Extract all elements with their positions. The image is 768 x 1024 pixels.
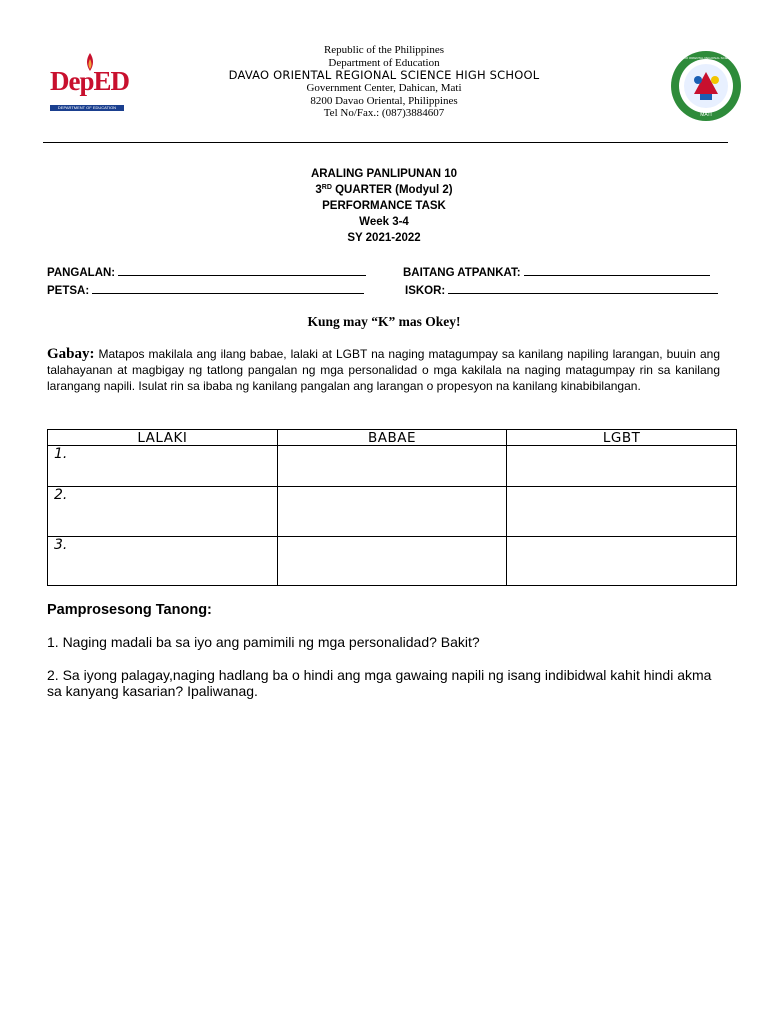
table-cell-babae[interactable]: [277, 487, 507, 537]
title-school-year: SY 2021-2022: [347, 232, 421, 244]
title-task: PERFORMANCE TASK: [322, 200, 446, 212]
grade-label: BAITANG ATPANKAT:: [403, 267, 521, 279]
header-divider: [43, 142, 728, 143]
score-field[interactable]: [405, 282, 718, 297]
table-header-row: [48, 430, 737, 446]
row-number: 2.: [54, 487, 68, 503]
column-header-lalaki: LALAKI: [48, 430, 278, 446]
table-row: [48, 537, 737, 586]
column-header-lgbt: LGBT: [507, 430, 737, 446]
table-cell-lalaki[interactable]: [48, 487, 278, 537]
title-week: Week 3-4: [359, 216, 409, 228]
table-cell-lalaki[interactable]: [48, 537, 278, 586]
row-number: 1.: [54, 446, 68, 462]
table-cell-lgbt[interactable]: [507, 487, 737, 537]
table-cell-lalaki[interactable]: [48, 446, 278, 487]
table-row: [48, 487, 737, 537]
header-address-1: Government Center, Dahican, Mati: [306, 82, 462, 94]
school-seal-bottom: MATI: [700, 112, 712, 118]
header-republic: Republic of the Philippines: [323, 44, 445, 56]
row-number: 3.: [54, 537, 68, 553]
name-blank[interactable]: [118, 264, 366, 276]
column-header-babae: BABAE: [277, 430, 507, 446]
header-department: Department of Education: [328, 56, 440, 69]
guide-paragraph: [47, 346, 720, 394]
date-field[interactable]: [47, 282, 364, 297]
name-label: PANGALAN:: [47, 267, 116, 279]
activity-title: Kung may “K” mas Okey!: [307, 314, 461, 329]
date-blank[interactable]: [92, 282, 364, 294]
table-cell-lgbt[interactable]: [507, 537, 737, 586]
table-row: [48, 446, 737, 487]
name-field[interactable]: [47, 264, 366, 279]
header-address-2: 8200 Davao Oriental, Philippines: [310, 94, 458, 107]
quarter-superscript: RD: [321, 184, 332, 191]
deped-logo-text: DepED: [50, 66, 130, 96]
header-tel: Tel No/Fax.: (087)3884607: [323, 107, 445, 119]
quarter-number: 3: [315, 184, 322, 196]
question-2: 2. Sa iyong palagay,naging hadlang ba o hindi ang mga gawaing napili ng isang indibidwal kahit hindi akma sa kanyang kasarian? Ipaliwanag.: [47, 667, 712, 699]
score-blank[interactable]: [448, 282, 718, 294]
grade-blank[interactable]: [524, 264, 710, 276]
answer-table: [47, 429, 737, 586]
header-school-name: DAVAO ORIENTAL REGIONAL SCIENCE HIGH SCHOOL: [228, 68, 540, 82]
questions-heading: Pamprosesong Tanong:: [47, 602, 212, 618]
table-cell-lgbt[interactable]: [507, 446, 737, 487]
quarter-rest: QUARTER (Modyul 2): [331, 184, 453, 196]
table-cell-babae[interactable]: [277, 446, 507, 487]
title-quarter: [0, 182, 768, 198]
grade-field[interactable]: [403, 264, 710, 279]
date-label: PETSA:: [47, 285, 90, 297]
guide-label: Gabay:: [47, 346, 95, 362]
question-1: 1. Naging madali ba sa iyo ang pamimili ng mga personalidad? Bakit?: [47, 634, 480, 650]
table-cell-babae[interactable]: [277, 537, 507, 586]
deped-logo-subtext: DEPARTMENT OF EDUCATION: [57, 105, 117, 110]
title-subject: ARALING PANLIPUNAN 10: [310, 168, 458, 180]
school-seal-text: DAVAO ORIENTAL REGIONAL SCIENCE HIGH SCHOOL: [678, 56, 756, 60]
score-label: ISKOR:: [405, 285, 446, 297]
guide-text: Matapos makilala ang ilang babae, lalaki at LGBT na naging matagumpay sa kanilang napiling larangan, buuin ang talahayanan at magbigay ng tatlong pangalan ng mga personalidad o mga kakilala na naging matagumpay rin sa kanilang larangang napili. Isulat rin sa ibaba ng kanilang pangalan ang larangan o propesyon na kanilang kinabibilangan.: [47, 347, 720, 393]
